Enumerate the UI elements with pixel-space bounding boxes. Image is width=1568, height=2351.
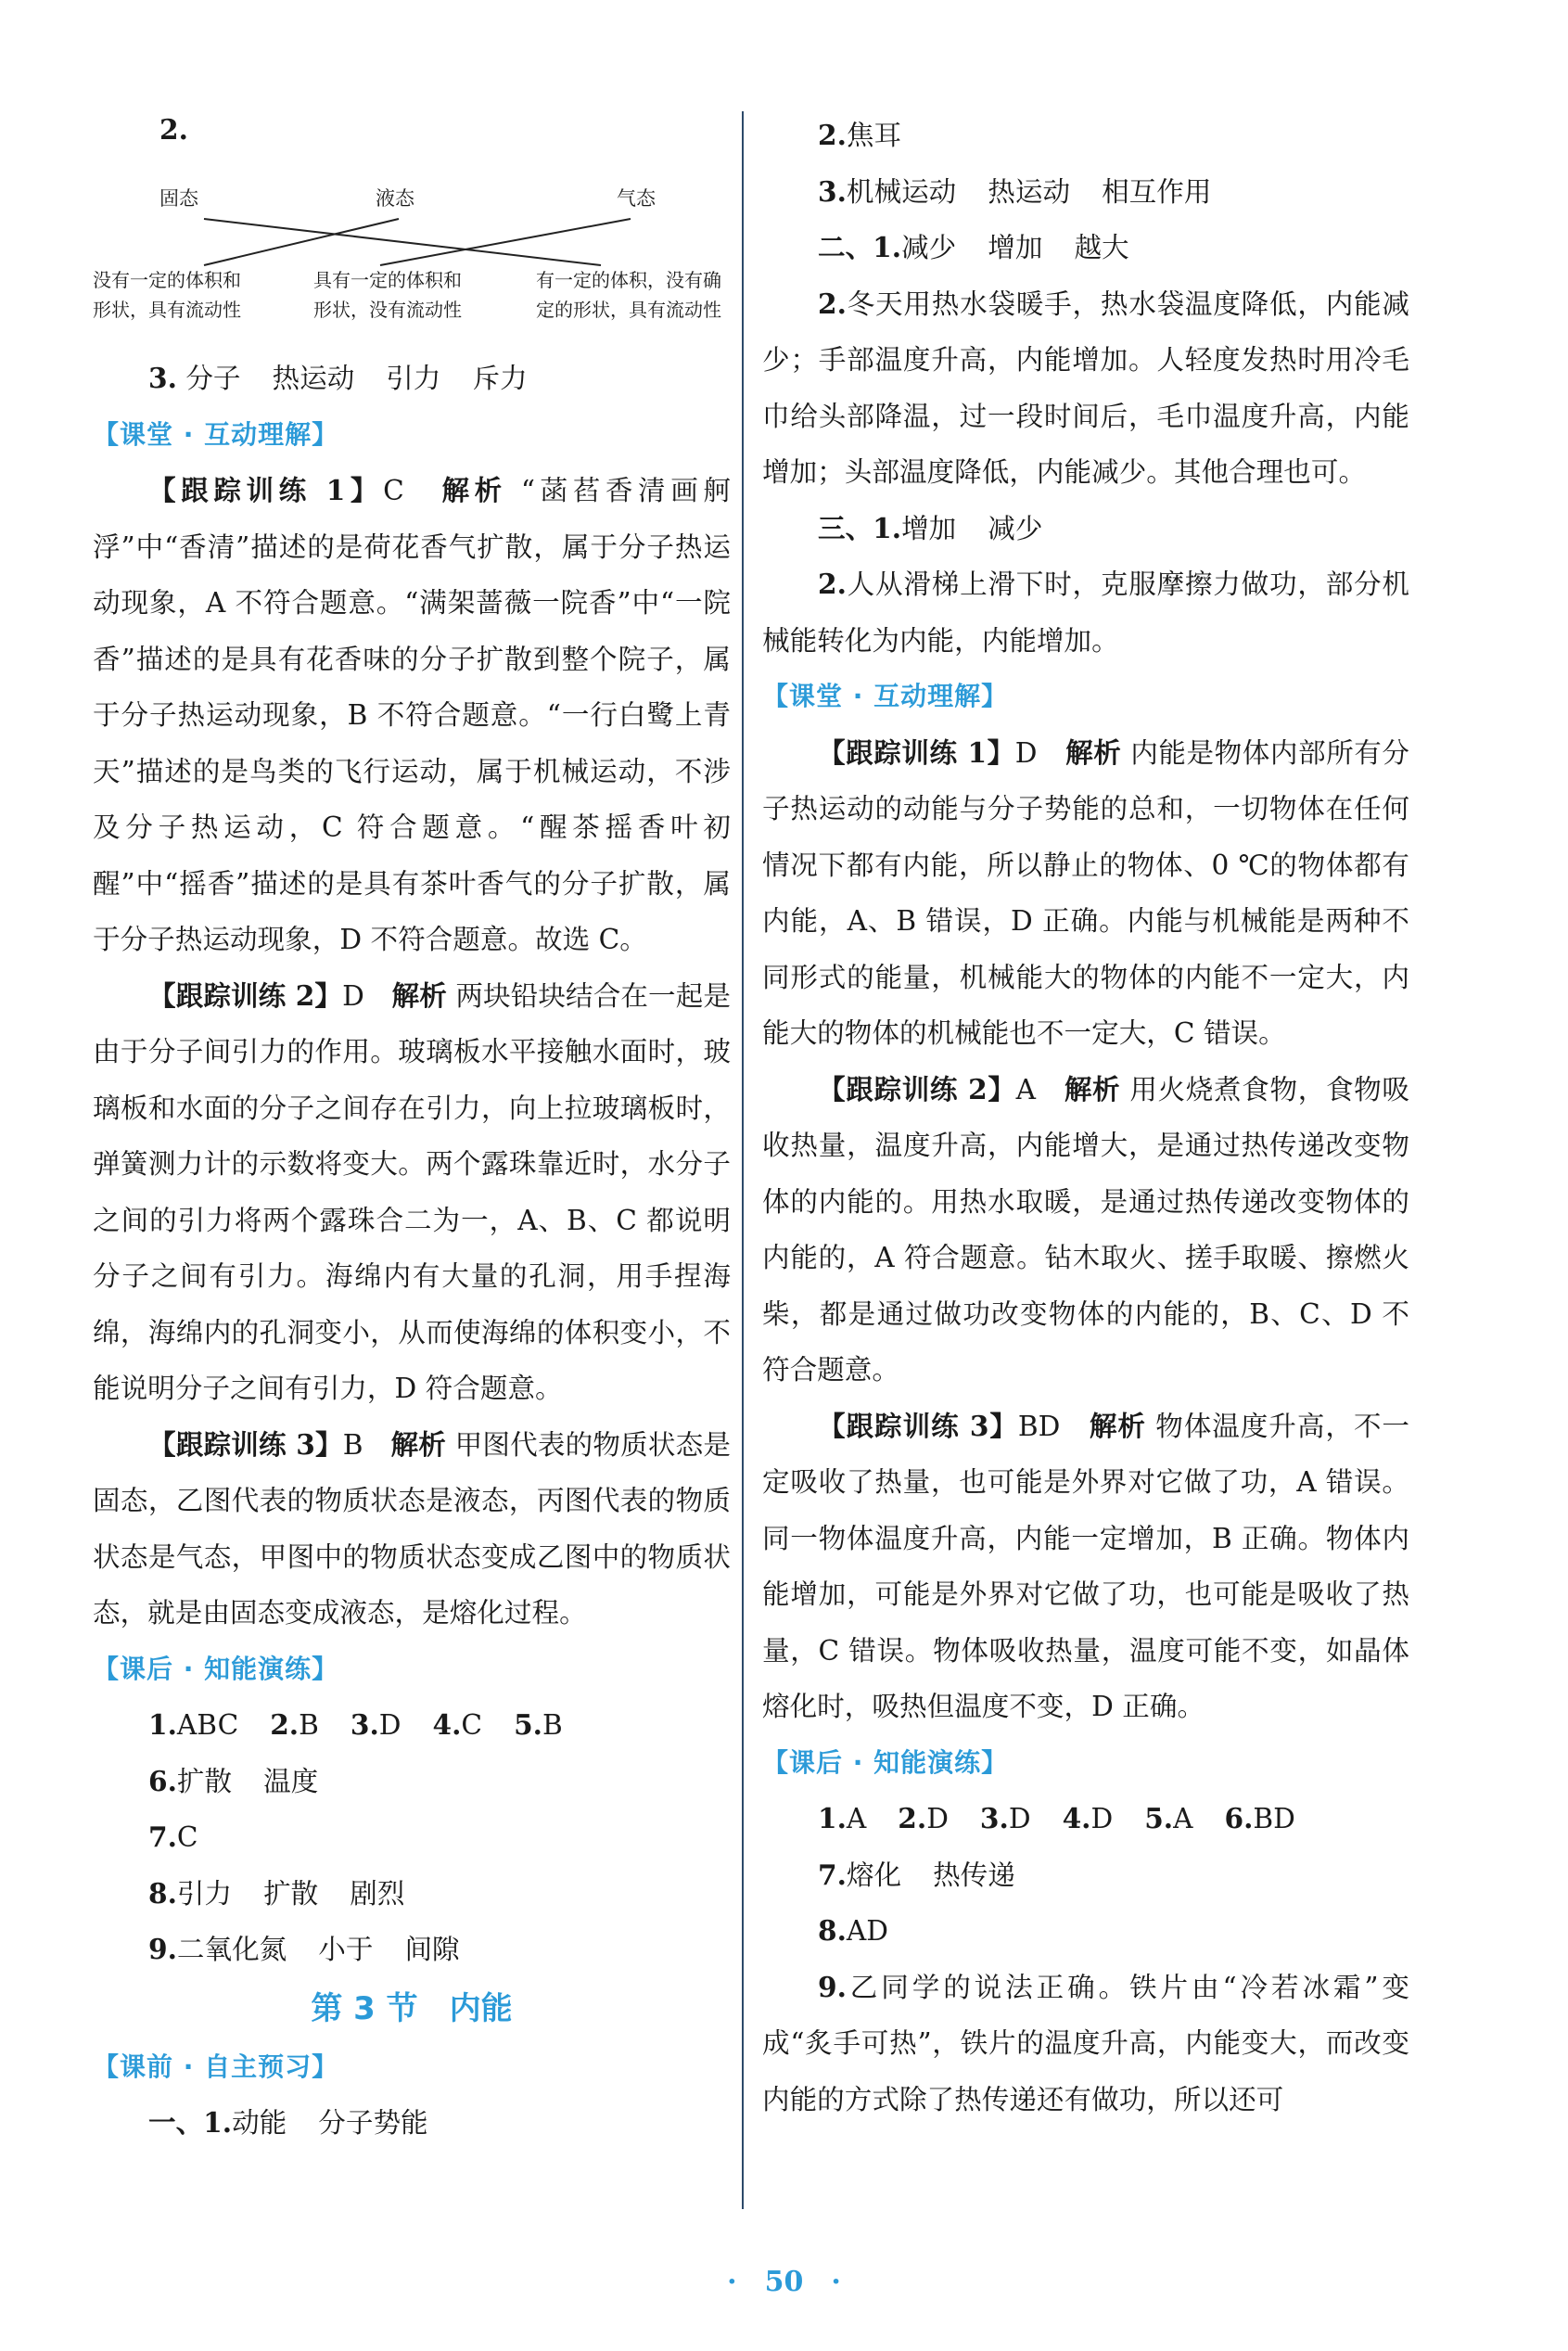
analysis-label: 解析 bbox=[390, 1427, 446, 1461]
answer: C bbox=[176, 1821, 198, 1853]
answer: 减少 bbox=[901, 232, 957, 263]
state-gas: 气态 bbox=[617, 187, 656, 210]
item-number: 4. bbox=[1062, 1802, 1091, 1834]
answer-line bbox=[93, 1866, 731, 1923]
answer-line bbox=[93, 351, 731, 407]
answer: 引力 bbox=[176, 1877, 233, 1910]
item-number: 8. bbox=[148, 1876, 177, 1910]
answer-line bbox=[762, 1791, 1409, 1847]
exercise-label: 【跟踪训练 2】 bbox=[818, 1072, 1016, 1105]
exercise-answer: BD bbox=[1017, 1410, 1061, 1442]
item-number: 3. bbox=[148, 362, 177, 394]
exercise-label: 【跟踪训练 3】 bbox=[148, 1427, 343, 1461]
answer: 增加 bbox=[988, 232, 1043, 263]
answer-line bbox=[93, 1809, 731, 1866]
answer-line bbox=[762, 1847, 1409, 1904]
answer: 分子 bbox=[185, 363, 241, 394]
item-number: 7. bbox=[818, 1858, 847, 1891]
left-column bbox=[93, 109, 731, 2152]
desc-line: 没有一定的体积和 bbox=[93, 269, 241, 291]
analysis-text: 甲图代表的物质状态是固态，乙图代表的物质状态是液态，丙图代表的物质状态是气态，甲图中的物质状态变成乙图中的物质状态，就是由固态变成液态，是熔化过程。 bbox=[93, 1428, 732, 1629]
section-tag-before: 【课前 · 自主预习】 bbox=[93, 2051, 339, 2082]
answer: 分子势能 bbox=[318, 2107, 428, 2139]
desc-line: 有一定的体积，没有确 bbox=[536, 269, 721, 291]
answer: D bbox=[1090, 1803, 1114, 1834]
tracking-exercise-3 bbox=[762, 1399, 1409, 1735]
answer: 间隙 bbox=[404, 1934, 460, 1965]
answer: D bbox=[1008, 1803, 1031, 1834]
right-column bbox=[762, 108, 1409, 2127]
analysis-label: 解析 bbox=[391, 978, 447, 1012]
item-number: 2. bbox=[818, 287, 847, 320]
answer: A bbox=[1173, 1803, 1193, 1834]
analysis-text: 物体温度升高，不一定吸收了热量，也可能是外界对它做了功，A 错误。同一物体温度升高，内能一定增加，B 正确。物体内能增加，可能是外界对它做了功，也可能是吸收了热量，C 错误。物体吸收热量，温度可能不变，如晶体熔化时，吸热但温度不变，D 正确。 bbox=[762, 1410, 1409, 1722]
answer-text: 冬天用热水袋暖手，热水袋温度降低，内能减少；手部温度升高，内能增加。人轻度发热时用冷毛巾给头部降温，过一段时间后，毛巾温度升高，内能增加；头部温度降低，内能减少。其他合理也可。 bbox=[762, 287, 1409, 488]
desc-line: 形状，具有流动性 bbox=[93, 299, 241, 321]
answer-line bbox=[762, 164, 1409, 221]
desc-line: 定的形状，具有流动性 bbox=[536, 299, 721, 321]
item-number: 6. bbox=[1224, 1802, 1254, 1834]
item-number: 9. bbox=[148, 1933, 177, 1965]
answer: B bbox=[299, 1709, 319, 1741]
answer: 相互作用 bbox=[1102, 175, 1212, 208]
tracking-exercise-2 bbox=[93, 968, 731, 1417]
desc-gas bbox=[536, 265, 721, 325]
item-number: 8. bbox=[818, 1914, 847, 1947]
answer: 剧烈 bbox=[350, 1877, 405, 1910]
analysis-text: 内能是物体内部所有分子热运动的动能与分子势能的总和，一切物体在任何情况下都有内能，所以静止的物体、0 ℃的物体都有内能，A、B 错误，D 正确。内能与机械能是两种不同形式的能量，机械能大的物体的内能不一定大，内能大的物体的机械能也不一定大，C 错误。 bbox=[762, 736, 1409, 1049]
answer: BD bbox=[1253, 1803, 1295, 1834]
item-number: 1. bbox=[818, 1802, 847, 1834]
answer: 越大 bbox=[1074, 232, 1129, 263]
exercise-label: 【跟踪训练 3】 bbox=[818, 1409, 1018, 1442]
answer: 热传递 bbox=[933, 1859, 1015, 1891]
item-number: 3. bbox=[350, 1708, 379, 1741]
exercise-answer: D bbox=[1014, 736, 1038, 769]
item-number: 4. bbox=[432, 1708, 462, 1741]
answer-line bbox=[93, 1697, 731, 1754]
analysis-text: 两块铅块结合在一起是由于分子间引力的作用。玻璃板水平接触水面时，玻璃板和水面的分子之间存在引力，向上拉玻璃板时，弹簧测力计的示数将变大。两个露珠靠近时，水分子之间的引力将两个露珠合二为一，A、B、C 都说明分子之间有引力。海绵内有大量的孔洞，用手捏海绵，海绵内的孔洞变小，从而使海绵的体积变小，不能说明分子之间有引力，D 符合题意。 bbox=[93, 979, 731, 1404]
answer: C bbox=[461, 1709, 483, 1741]
exercise-label: 【跟踪训练 2】 bbox=[148, 978, 343, 1012]
answer-line bbox=[762, 501, 1409, 557]
answer-paragraph bbox=[762, 1960, 1409, 2128]
item-number: 1. bbox=[148, 1708, 177, 1741]
analysis-label: 解析 bbox=[1065, 735, 1122, 769]
answer: D bbox=[378, 1709, 402, 1741]
exercise-label: 【跟踪训练 1】 bbox=[148, 474, 384, 506]
answer-text: 人从滑梯上滑下时，克服摩擦力做功，部分机械能转化为内能，内能增加。 bbox=[762, 569, 1409, 657]
answer-text: 乙同学的说法正确。铁片由“冷若冰霜”变成“炙手可热”，铁片的温度升高，内能变大，而改变内能的方式除了热传递还有做功，所以还可 bbox=[762, 1971, 1409, 2115]
analysis-label: 解析 bbox=[1064, 1072, 1121, 1105]
tracking-exercise-1 bbox=[93, 463, 731, 968]
exercise-answer: A bbox=[1015, 1073, 1036, 1105]
answer-paragraph bbox=[762, 556, 1409, 669]
answer-line bbox=[762, 220, 1409, 276]
item-number: 2. bbox=[818, 119, 847, 151]
item-number: 3. bbox=[979, 1802, 1009, 1834]
tracking-exercise-2 bbox=[762, 1062, 1409, 1399]
answer-line bbox=[93, 1754, 731, 1810]
answer-line bbox=[93, 1922, 731, 1978]
answer: 机械运动 bbox=[846, 175, 957, 208]
exercise-answer: B bbox=[342, 1428, 363, 1461]
answer: AD bbox=[846, 1915, 889, 1947]
desc-line: 形状，没有流动性 bbox=[313, 299, 462, 321]
states-diagram bbox=[93, 109, 731, 332]
section-tag-classroom: 【课堂 · 互动理解】 bbox=[93, 418, 339, 450]
item-number: 二、1. bbox=[818, 231, 902, 263]
exercise-label: 【跟踪训练 1】 bbox=[818, 735, 1015, 769]
item-number: 2. bbox=[818, 568, 847, 600]
analysis-label: 解析 bbox=[1089, 1409, 1146, 1442]
answer: 斥力 bbox=[472, 363, 528, 394]
item-number: 2. bbox=[270, 1708, 300, 1741]
analysis-text: “菡萏香清画舸浮”中“香清”描述的是荷花香气扩散，属于分子热运动现象，A 不符合题意。“满架蔷薇一院香”中“一院香”描述的是具有花香味的分子扩散到整个院子，属于分子热运动现象，B 不符合题意。“一行白鹭上青天”描述的是鸟类的飞行运动，属于机械运动，不涉及分子热运动，C 符合题意。“醒茶摇香叶初醒”中“摇香”描述的是具有茶叶香气的分子扩散，属于分子热运动现象，D 不符合题意。故选 C。 bbox=[93, 475, 731, 955]
state-liquid: 液态 bbox=[376, 187, 414, 210]
answer-paragraph bbox=[762, 276, 1409, 501]
answer: B bbox=[542, 1709, 563, 1741]
answer: D bbox=[926, 1803, 949, 1834]
exercise-answer: D bbox=[342, 979, 364, 1012]
item-number: 三、1. bbox=[818, 511, 902, 544]
exercise-answer: C bbox=[383, 475, 404, 506]
item-number: 5. bbox=[514, 1708, 542, 1741]
desc-solid bbox=[93, 265, 241, 325]
answer: ABC bbox=[176, 1709, 239, 1741]
section-tag-after: 【课后 · 知能演练】 bbox=[93, 1653, 339, 1684]
answer: 热运动 bbox=[272, 363, 355, 394]
answer: 焦耳 bbox=[846, 120, 902, 151]
item-number: 7. bbox=[148, 1821, 177, 1853]
answer: 扩散 bbox=[263, 1877, 319, 1910]
section-tag-classroom: 【课堂 · 互动理解】 bbox=[762, 681, 1009, 711]
section-tag-after: 【课后 · 知能演练】 bbox=[762, 1746, 1009, 1778]
item-number: 9. bbox=[818, 1970, 847, 2003]
column-divider bbox=[742, 111, 744, 2209]
answer: 温度 bbox=[263, 1765, 319, 1797]
answer: 增加 bbox=[901, 512, 957, 544]
item-number: 6. bbox=[148, 1764, 177, 1797]
section-title: 第 3 节 内能 bbox=[311, 1989, 513, 2027]
answer: 热运动 bbox=[988, 175, 1071, 208]
tracking-exercise-3 bbox=[93, 1417, 731, 1642]
desc-liquid bbox=[313, 265, 462, 325]
item-number: 5. bbox=[1144, 1802, 1174, 1834]
tracking-exercise-1 bbox=[762, 725, 1409, 1062]
answer: 扩散 bbox=[176, 1765, 233, 1797]
item-number: 一、1. bbox=[148, 2106, 233, 2139]
answer: 引力 bbox=[386, 363, 441, 394]
answer: 动能 bbox=[232, 2107, 287, 2139]
item-number: 3. bbox=[818, 174, 847, 208]
answer: A bbox=[846, 1803, 867, 1834]
answer: 二氧化氮 bbox=[176, 1934, 287, 1965]
state-solid: 固态 bbox=[159, 187, 198, 210]
diagram-number: 2. bbox=[159, 113, 188, 146]
analysis-text: 用火烧煮食物，食物吸收热量，温度升高，内能增大，是通过热传递改变物体的内能的。用热水取暖，是通过热传递改变物体的内能的，A 符合题意。钻木取火、搓手取暖、擦燃火柴，都是通过做功改变物体的内能的，B、C、D 不符合题意。 bbox=[762, 1073, 1409, 1386]
item-number: 2. bbox=[898, 1802, 927, 1834]
answer: 减少 bbox=[988, 512, 1043, 544]
analysis-label: 解析 bbox=[441, 474, 507, 506]
answer-line bbox=[93, 2095, 731, 2152]
answer: 熔化 bbox=[846, 1859, 902, 1891]
desc-line: 具有一定的体积和 bbox=[313, 269, 462, 291]
page-number: · 50 · bbox=[727, 2266, 841, 2298]
answer-line bbox=[762, 1903, 1409, 1960]
answer-line bbox=[762, 108, 1409, 164]
answer: 小于 bbox=[318, 1934, 374, 1965]
